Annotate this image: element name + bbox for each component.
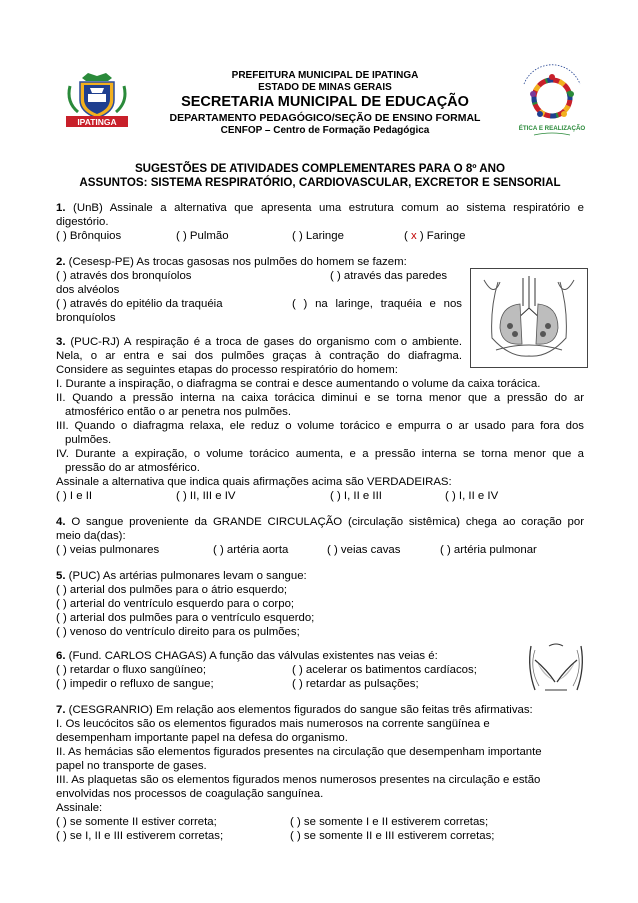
q7-question: Assinale: (56, 802, 103, 814)
q4-option-d[interactable]: ( ) artéria pulmonar (440, 544, 537, 556)
q3-statement: 3. (PUC-RJ) A respiração é a troca de gases do organismo com o ambiente. (56, 336, 462, 348)
q4-statement: 4. O sangue proveniente da GRANDE CIRCULAÇÃO (circulação sistêmica) chega ao coração por (56, 516, 585, 528)
header-line-5: CENFOP – Centro de Formação Pedagógica (220, 125, 430, 136)
q3-item-iii-cont: pulmões. (65, 434, 112, 446)
q6-statement: 6. (Fund. CARLOS CHAGAS) A função das válvulas existentes nas veias é: (56, 650, 438, 662)
vein-valve-figure (525, 640, 587, 694)
q2-option-c[interactable]: ( ) através do epitélio da traquéia (56, 298, 223, 310)
q3-item-iii: III. Quando o diafragma relaxa, ele reduz o volume torácico e empurra o ar usado para fora dos (56, 420, 584, 432)
etica-e-realizacao-logo (512, 64, 592, 140)
document-subtitle: ASSUNTOS: SISTEMA RESPIRATÓRIO, CARDIOVASCULAR, EXCRETOR E SENSORIAL (79, 176, 561, 189)
q2-option-d[interactable]: ( ) na laringe, traquéia e nos (292, 298, 462, 310)
logo-right-text: ÉTICA E REALIZAÇÃO (518, 125, 586, 132)
q7-item-i: I. Os leucócitos são os elementos figurados mais numerosos na corrente sangüínea e (56, 718, 490, 730)
q3-option-b[interactable]: ( ) II, III e IV (176, 490, 236, 502)
q2-option-b-cont: dos alvéolos (56, 284, 120, 296)
ipatinga-coat-of-arms-logo (62, 72, 132, 130)
q1-option-d[interactable]: ( x ) Faringe (404, 230, 466, 242)
q5-option-a[interactable]: ( ) arterial dos pulmões para o átrio esquerdo; (56, 584, 288, 596)
q6-option-c[interactable]: ( ) impedir o refluxo de sangue; (56, 678, 214, 690)
q7-item-iii: III. As plaquetas são os elementos figurados menos numerosos presentes na circulação e estão (56, 774, 541, 786)
q3-item-iv-cont: pressão do ar atmosférico. (65, 462, 200, 474)
q3-item-ii-cont: atmosférico então o ar penetra nos pulmões. (65, 406, 292, 418)
q4-statement-cont: meio da(das): (56, 530, 126, 542)
q6-option-d[interactable]: ( ) retardar as pulsações; (292, 678, 419, 690)
q5-option-b[interactable]: ( ) arterial do ventrículo esquerdo para o corpo; (56, 598, 295, 610)
q7-item-iii-cont: envolvidas nos processos de coagulação sanguínea. (56, 788, 324, 800)
q3-option-a[interactable]: ( ) I e II (56, 490, 93, 502)
q3-item-iv: IV. Durante a expiração, o volume torácico aumenta, e a pressão interna se torna menor que a (56, 448, 584, 460)
q1-option-b[interactable]: ( ) Pulmão (176, 230, 229, 242)
respiratory-system-figure (470, 268, 588, 368)
q7-item-i-cont: desempenham importante papel na defesa do organismo. (56, 732, 348, 744)
q2-option-d-cont: bronquíolos (56, 312, 116, 324)
q7-option-a[interactable]: ( ) se somente II estiver correta; (56, 816, 217, 828)
q3-item-i: I. Durante a inspiração, o diafragma se contrai e desce aumentando o volume da caixa torácica. (56, 378, 541, 390)
q5-statement: 5. (PUC) As artérias pulmonares levam o sangue: (56, 570, 307, 582)
header-line-2: ESTADO DE MINAS GERAIS (258, 82, 392, 93)
q1-statement: 1. (UnB) Assinale a alternativa que apresenta uma estrutura comum ao sistema respiratório e (56, 202, 584, 214)
q1-option-a[interactable]: ( ) Brônquios (56, 230, 122, 242)
document-title: SUGESTÕES DE ATIVIDADES COMPLEMENTARES PARA O 8º ANO (134, 162, 506, 175)
q3-statement-line-3: Considere as seguintes etapas do processo respiratório do homem: (56, 364, 398, 376)
q3-question: Assinale a alternativa que indica quais afirmações acima são VERDADEIRAS: (56, 476, 452, 488)
header-line-4: DEPARTAMENTO PEDAGÓGICO/SEÇÃO DE ENSINO FORMAL (169, 112, 481, 124)
q1-option-c[interactable]: ( ) Laringe (292, 230, 344, 242)
q4-option-c[interactable]: ( ) veias cavas (327, 544, 401, 556)
q7-item-ii-cont: papel no transporte de gases. (56, 760, 207, 772)
q2-option-b[interactable]: ( ) através das paredes (330, 270, 448, 282)
q7-option-d[interactable]: ( ) se somente II e III estiverem corretas; (290, 830, 495, 842)
logo-left-text: IPATINGA (77, 117, 117, 127)
q4-option-b[interactable]: ( ) artéria aorta (213, 544, 289, 556)
q7-option-b[interactable]: ( ) se somente I e II estiverem corretas; (290, 816, 489, 828)
q3-statement-line-2: Nela, o ar entra e sai dos pulmões graças à contração do diafragma. (56, 350, 462, 362)
header-line-1: PREFEITURA MUNICIPAL DE IPATINGA (231, 70, 419, 81)
q3-option-d[interactable]: ( ) I, II e IV (445, 490, 499, 502)
q2-option-a[interactable]: ( ) através dos bronquíolos (56, 270, 192, 282)
header-secretaria: SECRETARIA MUNICIPAL DE EDUCAÇÃO (181, 94, 469, 110)
q5-option-d[interactable]: ( ) venoso do ventrículo direito para os pulmões; (56, 626, 300, 638)
q7-item-ii: II. As hemácias são elementos figurados presentes na circulação que desempenham importante (56, 746, 542, 758)
q3-option-c[interactable]: ( ) I, II e III (330, 490, 382, 502)
q6-option-a[interactable]: ( ) retardar o fluxo sangüíneo; (56, 664, 207, 676)
q1-answer-mark: x (410, 230, 417, 242)
q4-option-a[interactable]: ( ) veias pulmonares (56, 544, 160, 556)
q1-statement-cont: digestório. (56, 216, 109, 228)
q5-option-c[interactable]: ( ) arterial dos pulmões para o ventrículo esquerdo; (56, 612, 315, 624)
q3-item-ii: II. Quando a pressão interna na caixa torácica diminui e se torna menor que a pressão do ar (56, 392, 584, 404)
q6-option-b[interactable]: ( ) acelerar os batimentos cardíacos; (292, 664, 477, 676)
q7-option-c[interactable]: ( ) se I, II e III estiverem corretas; (56, 830, 224, 842)
q2-statement: 2. (Cesesp-PE) As trocas gasosas nos pulmões do homem se fazem: (56, 256, 407, 268)
q7-statement: 7. (CESGRANRIO) Em relação aos elementos figurados do sangue são feitas três afirmativas: (56, 704, 533, 716)
